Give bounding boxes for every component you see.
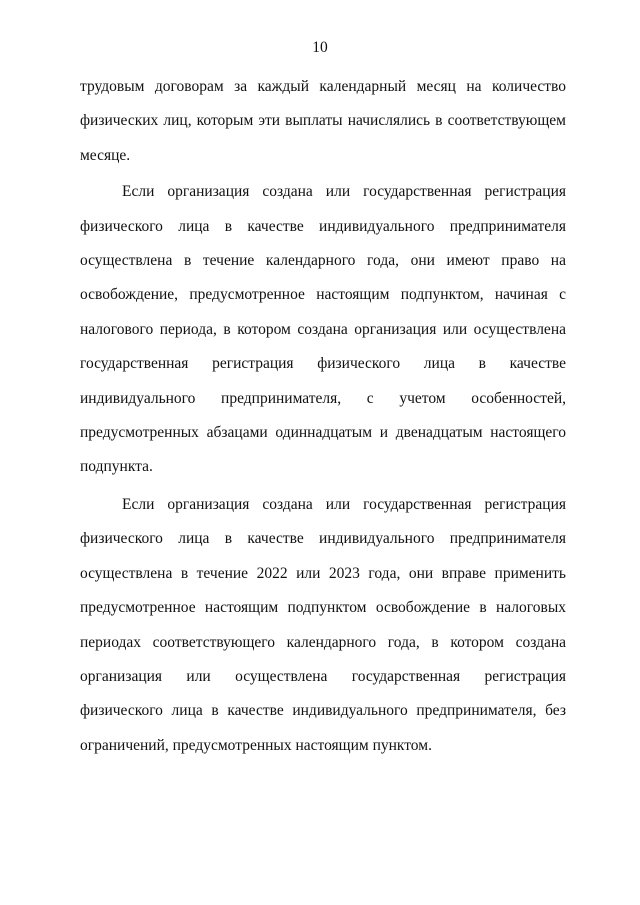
paragraph-2: Если организация создана или государственная регистрация физического лица в качестве индивидуального предпринимателя осуществлена в течение календарного года, они имеют право на освобождение, предусмотренное настоящим подпунктом, начиная с налогового периода, в котором создана организация или осуществлена государственная регистрация физического лица в качестве индивидуального предпринимателя, с учетом особенностей, предусмотренных абзацами одиннадцатым и двенадцатым настоящего подпункта.: [80, 183, 566, 476]
paragraph-continuation: трудовым договорам за каждый календарный месяц на количество физических лиц, которым эти выплаты начислялись в соответствующем месяце.: [80, 78, 566, 164]
paragraph-3: Если организация создана или государственная регистрация физического лица в качестве индивидуального предпринимателя осуществлена в течение 2022 или 2023 года, они вправе применить предусмотренное настоящим подпунктом освобождение в налоговых периодах соответствующего календарного года, в котором создана организация или осуществлена государственная регистрация физического лица в качестве индивидуального предпринимателя, без ограничений, предусмотренных настоящим пунктом.: [80, 495, 566, 754]
document-body: [80, 70, 566, 763]
page-number: 10: [312, 39, 328, 56]
